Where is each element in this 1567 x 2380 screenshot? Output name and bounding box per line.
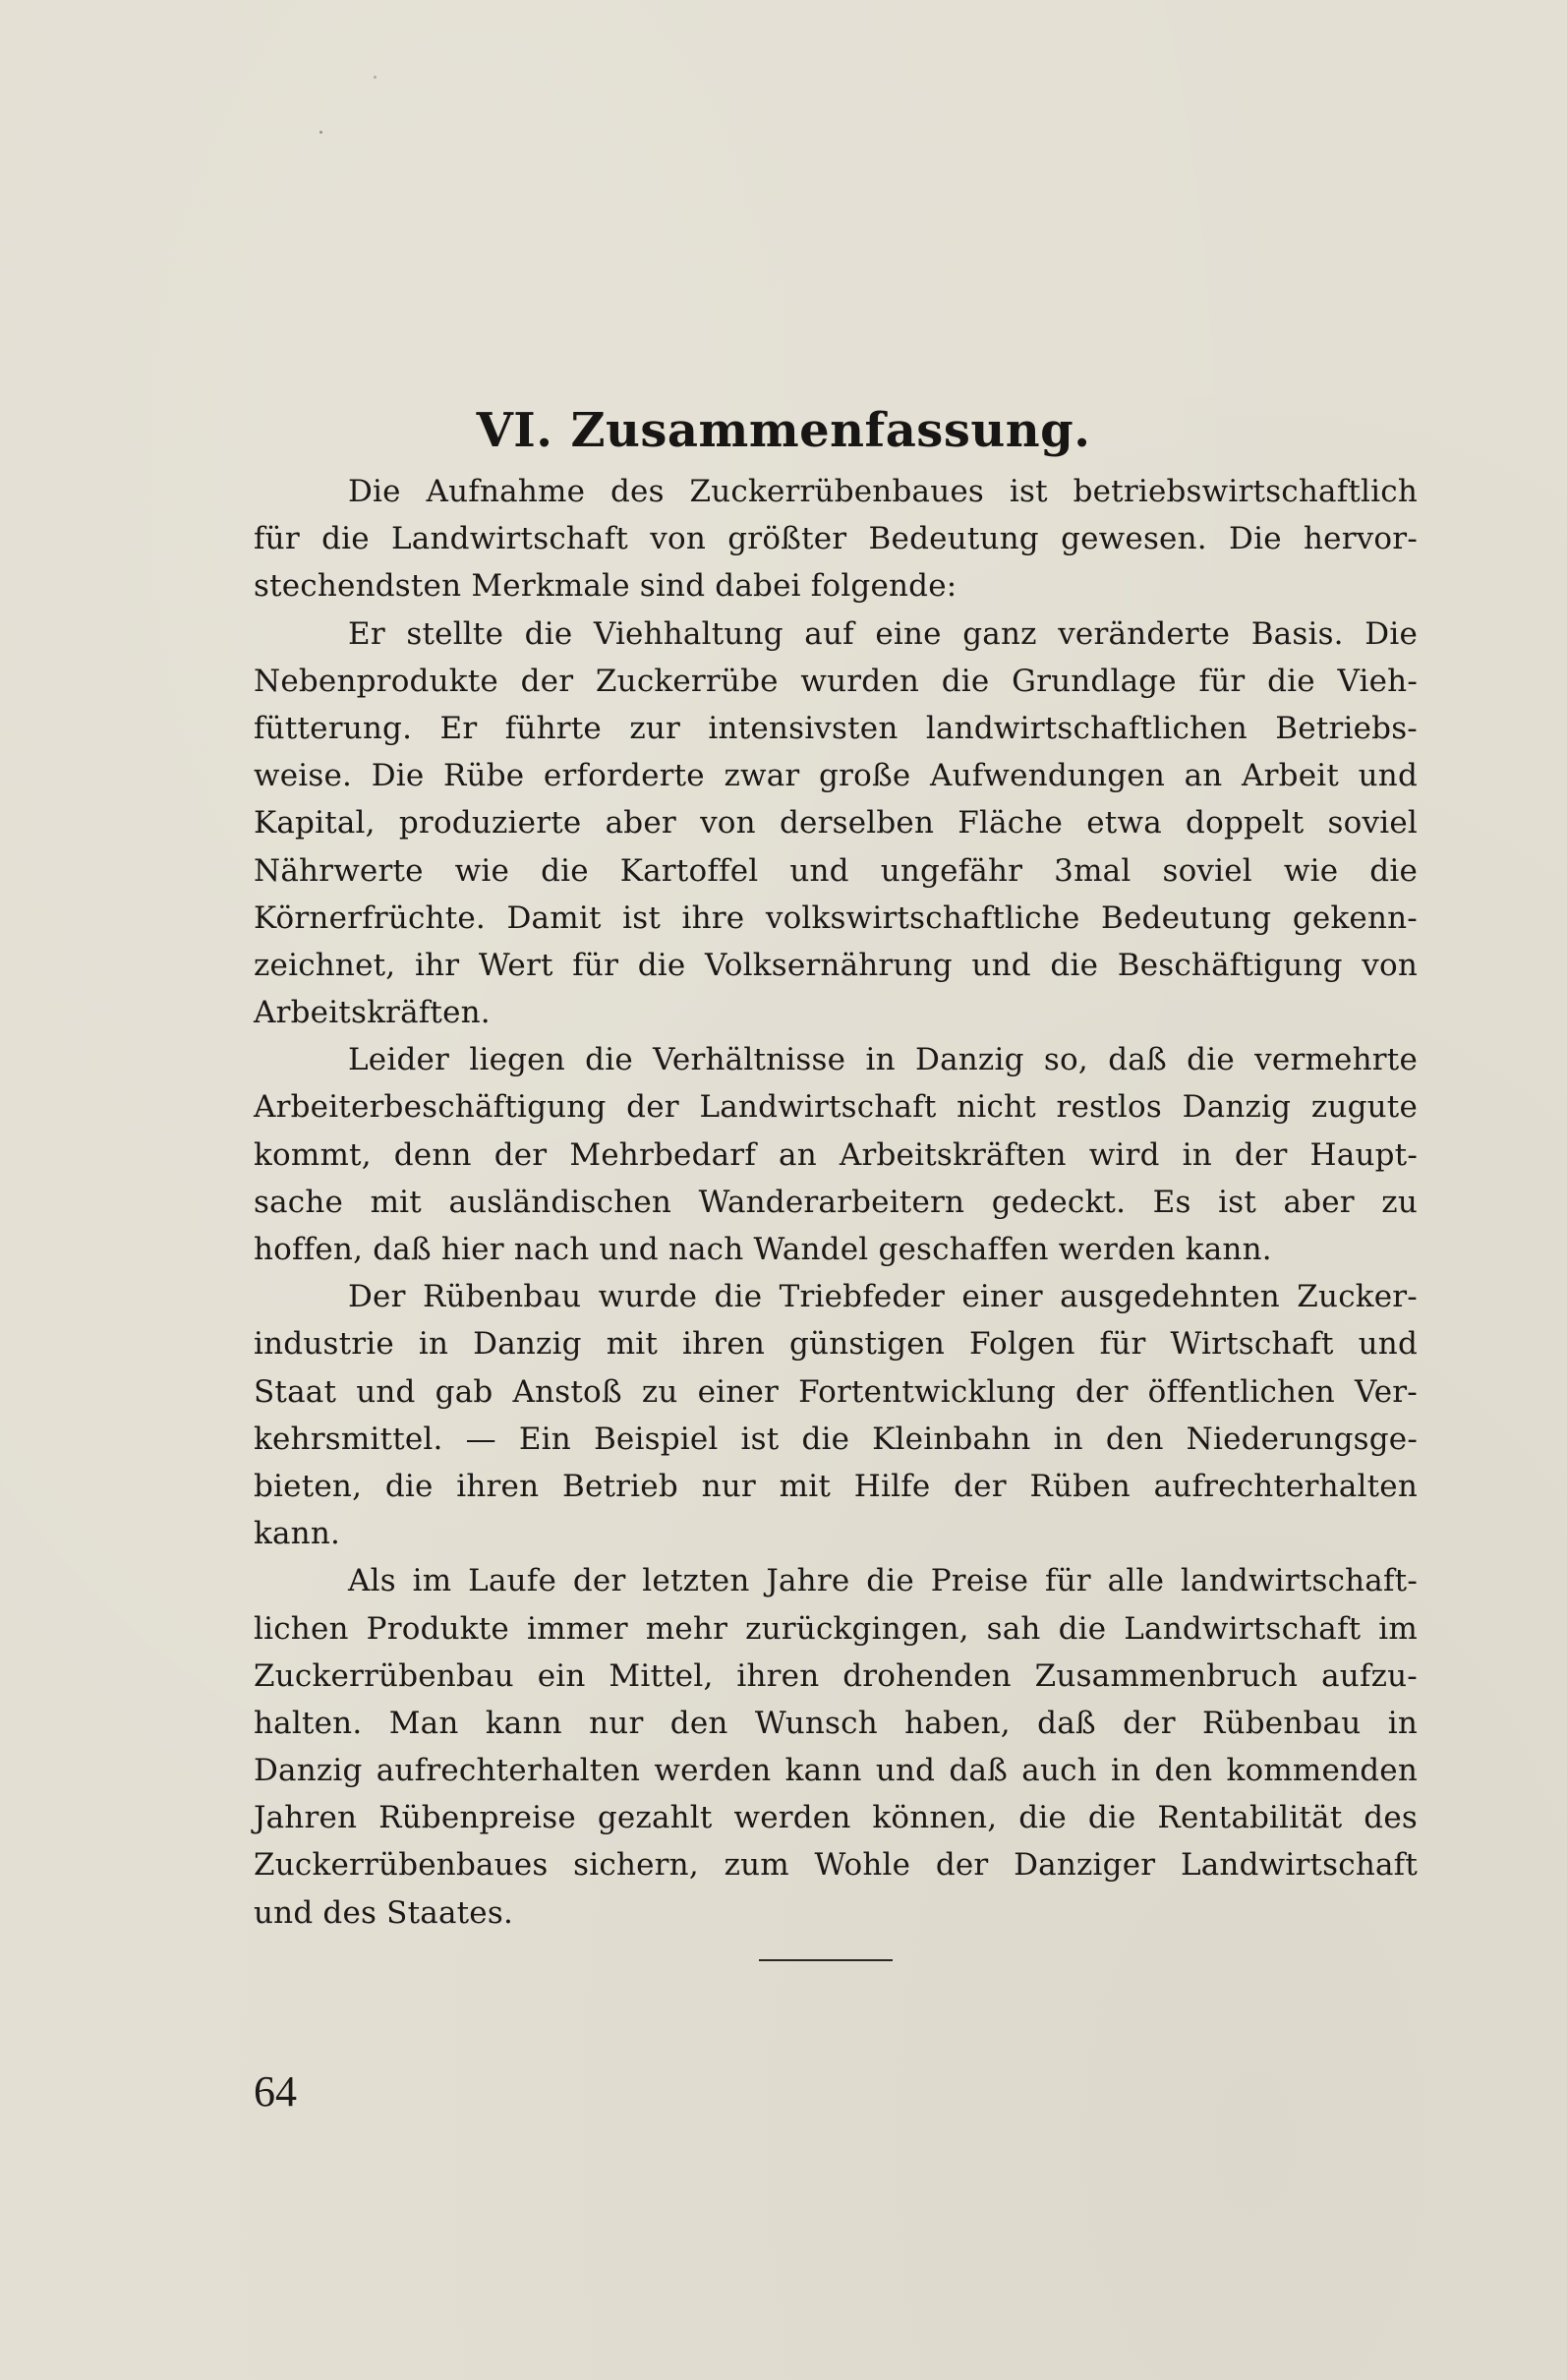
text-line: Nebenprodukte der Zuckerrübe wurden die Grundlage für die Vieh- bbox=[254, 663, 1418, 699]
text-line: Arbeiterbeschäftigung der Landwirtschaft nicht restlos Danzig zugute bbox=[254, 1089, 1418, 1126]
text-line: für die Landwirtschaft von größter Bedeutung gewesen. Die hervor- bbox=[254, 521, 1418, 557]
text-line: Zuckerrübenbaues sichern, zum Wohle der Danziger Landwirtschaft bbox=[254, 1847, 1418, 1884]
text-line: kann. bbox=[254, 1516, 341, 1552]
text-line: halten. Man kann nur den Wunsch haben, daß der Rübenbau in bbox=[254, 1705, 1418, 1741]
paper-speck bbox=[319, 131, 322, 134]
text-line: Der Rübenbau wurde die Triebfeder einer ausgedehnten Zucker- bbox=[348, 1279, 1418, 1315]
paper-speck bbox=[374, 76, 377, 79]
text-line: fütterung. Er führte zur intensivsten landwirtschaftlichen Betriebs- bbox=[254, 710, 1418, 746]
text-line: hoffen, daß hier nach und nach Wandel geschaffen werden kann. bbox=[254, 1232, 1272, 1267]
paragraph bbox=[254, 1557, 1418, 1937]
chapter-number: VI. bbox=[476, 403, 553, 459]
text-line: Staat und gab Anstoß zu einer Fortentwicklung der öffentlichen Ver- bbox=[254, 1373, 1418, 1410]
text-line: kommt, denn der Mehrbedarf an Arbeitskräften wird in der Haupt- bbox=[254, 1136, 1418, 1173]
text-line: und des Staates. bbox=[254, 1894, 514, 1931]
text-line: Er stellte die Viehhaltung auf eine ganz veränderte Basis. Die bbox=[348, 615, 1418, 652]
text-line: lichen Produkte immer mehr zurückgingen, sah die Landwirtschaft im bbox=[254, 1610, 1418, 1647]
text-line: Nährwerte wie die Kartoffel und ungefähr 3mal soviel wie die bbox=[254, 852, 1418, 889]
text-line: Leider liegen die Verhältnisse in Danzig so, daß die vermehrte bbox=[348, 1042, 1418, 1078]
text-line: weise. Die Rübe erforderte zwar große Aufwendungen an Arbeit und bbox=[254, 758, 1418, 794]
paragraph bbox=[254, 610, 1418, 1037]
text-line: Zuckerrübenbau ein Mittel, ihren drohenden Zusammenbruch aufzu- bbox=[254, 1657, 1418, 1694]
body-text bbox=[254, 468, 1418, 1937]
text-line: sache mit ausländischen Wanderarbeitern gedeckt. Es ist aber zu bbox=[254, 1184, 1418, 1220]
text-line: Kapital, produzierte aber von derselben Fläche etwa doppelt soviel bbox=[254, 805, 1418, 842]
text-line: stechendsten Merkmale sind dabei folgende: bbox=[254, 568, 958, 605]
text-line: kehrsmittel. — Ein Beispiel ist die Kleinbahn in den Niederungsge- bbox=[254, 1421, 1418, 1457]
chapter-heading bbox=[0, 403, 1567, 458]
text-line: Körnerfrüchte. Damit ist ihre volkswirtschaftliche Bedeutung gekenn- bbox=[254, 900, 1418, 936]
text-line: zeichnet, ihr Wert für die Volksernährung und die Beschäftigung von bbox=[254, 947, 1418, 983]
text-line: bieten, die ihren Betrieb nur mit Hilfe der Rüben aufrechterhalten bbox=[254, 1468, 1418, 1504]
paragraph bbox=[254, 1273, 1418, 1557]
paragraph bbox=[254, 1036, 1418, 1273]
page-number: 64 bbox=[254, 2067, 297, 2116]
text-line: Als im Laufe der letzten Jahre die Preise für alle landwirtschaft- bbox=[348, 1563, 1418, 1599]
text-line: Arbeitskräften. bbox=[254, 995, 491, 1031]
text-line: Danzig aufrechterhalten werden kann und daß auch in den kommenden bbox=[254, 1753, 1418, 1789]
section-end-rule bbox=[759, 1959, 893, 1961]
text-line: Jahren Rübenpreise gezahlt werden können, die die Rentabilität des bbox=[254, 1800, 1418, 1836]
text-line: industrie in Danzig mit ihren günstigen Folgen für Wirtschaft und bbox=[254, 1326, 1418, 1363]
text-line: Die Aufnahme des Zuckerrübenbaues ist betriebswirtschaftlich bbox=[348, 474, 1418, 509]
chapter-title: Zusammenfassung. bbox=[570, 403, 1091, 459]
paragraph bbox=[254, 468, 1418, 610]
